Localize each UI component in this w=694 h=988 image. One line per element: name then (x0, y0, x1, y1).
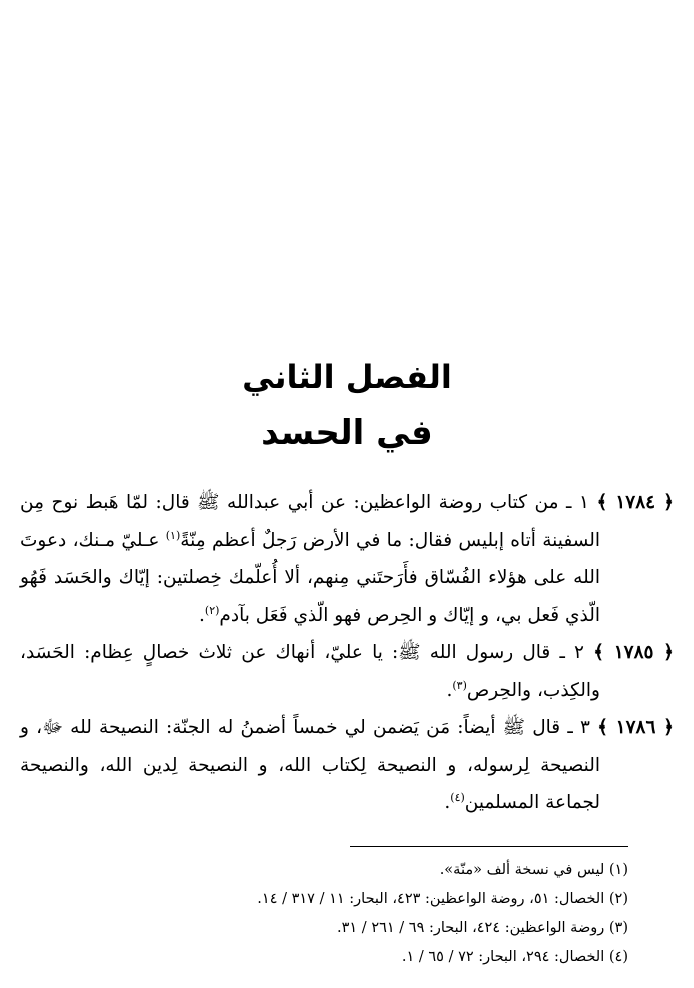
hadith-number: ﴿ ١٧٨٤ ﴾ (596, 492, 674, 513)
hadith-number: ﴿ ١٧٨٦ ﴾ (597, 717, 674, 738)
hadith-text-continued: عـليّ مـنك، دعوتَ الله على هؤلاء الفُسّاق فأَرَحتَني مِنهم، ألا أُعلّمك خِصلتين: إيّاك والحَسَد فَهُو الّذي فَعل بي، و إيّاك و الحِرص فهو الّذي فَعَل بآدم (20, 529, 600, 626)
hadith-list (20, 484, 674, 822)
hadith-1785 (20, 634, 674, 709)
footnote-4: (٤) الخصال: ٢٩٤، البحار: ٧٢ / ٦٥ / ١. (401, 949, 628, 965)
hadith-end: . (444, 792, 451, 813)
hadith-1786 (20, 709, 674, 822)
hadith-end: . (446, 679, 453, 701)
footnote-ref: (٣) (452, 678, 467, 692)
footnote-3: (٣) روضة الواعظين: ٤٢٤، البحار: ٦٩ / ٢٦١ / ٣١. (337, 920, 628, 936)
chapter-subtitle: في الحسد (261, 413, 433, 453)
footnote-ref: (١) (165, 528, 181, 542)
hadith-number: ﴿ ١٧٨٥ ﴾ (593, 642, 675, 663)
hadith-end: . (199, 604, 205, 626)
hadith-text: ٢ ـ قال رسول الله ﷺ: يا عليّ، أنهاك عن ثلاث خصالٍ عِظام: الحَسَد، والكِذب، والحِرص (20, 642, 600, 701)
hadith-text: ٣ ـ قال ﷺ أيضاً: مَن يَضمن لي خمساً أضمنُ له الجنّة: النصيحة لله ﷻ، و النصيحة لِرسوله، و النصيحة لِكتاب الله، و النصيحة لِدين الله، والنصيحة لجماعة المسلمين (20, 717, 600, 813)
footnote-1: (١) ليس في نسخة ألف «منّة». (439, 862, 628, 878)
hadith-text: ١ ـ من كتاب روضة الواعظين: عن أبي عبدالله ﷺ قال: لمّا هَبط نوح مِن السفينة أتاه إبليس فقال: ما في الأرض رَجلٌ أعظم مِنّةً (20, 492, 600, 551)
footnotes (28, 856, 628, 972)
footnote-2: (٢) الخصال: ٥١، روضة الواعظين: ٤٢٣، البحار: ١١ / ٣١٧ / ١٤. (257, 891, 628, 907)
chapter-title: الفصل الثاني (242, 358, 452, 396)
hadith-1784 (20, 484, 674, 634)
footnote-divider (350, 846, 628, 847)
footnote-ref: (٢) (204, 603, 220, 617)
footnote-ref: (٤) (450, 790, 465, 804)
